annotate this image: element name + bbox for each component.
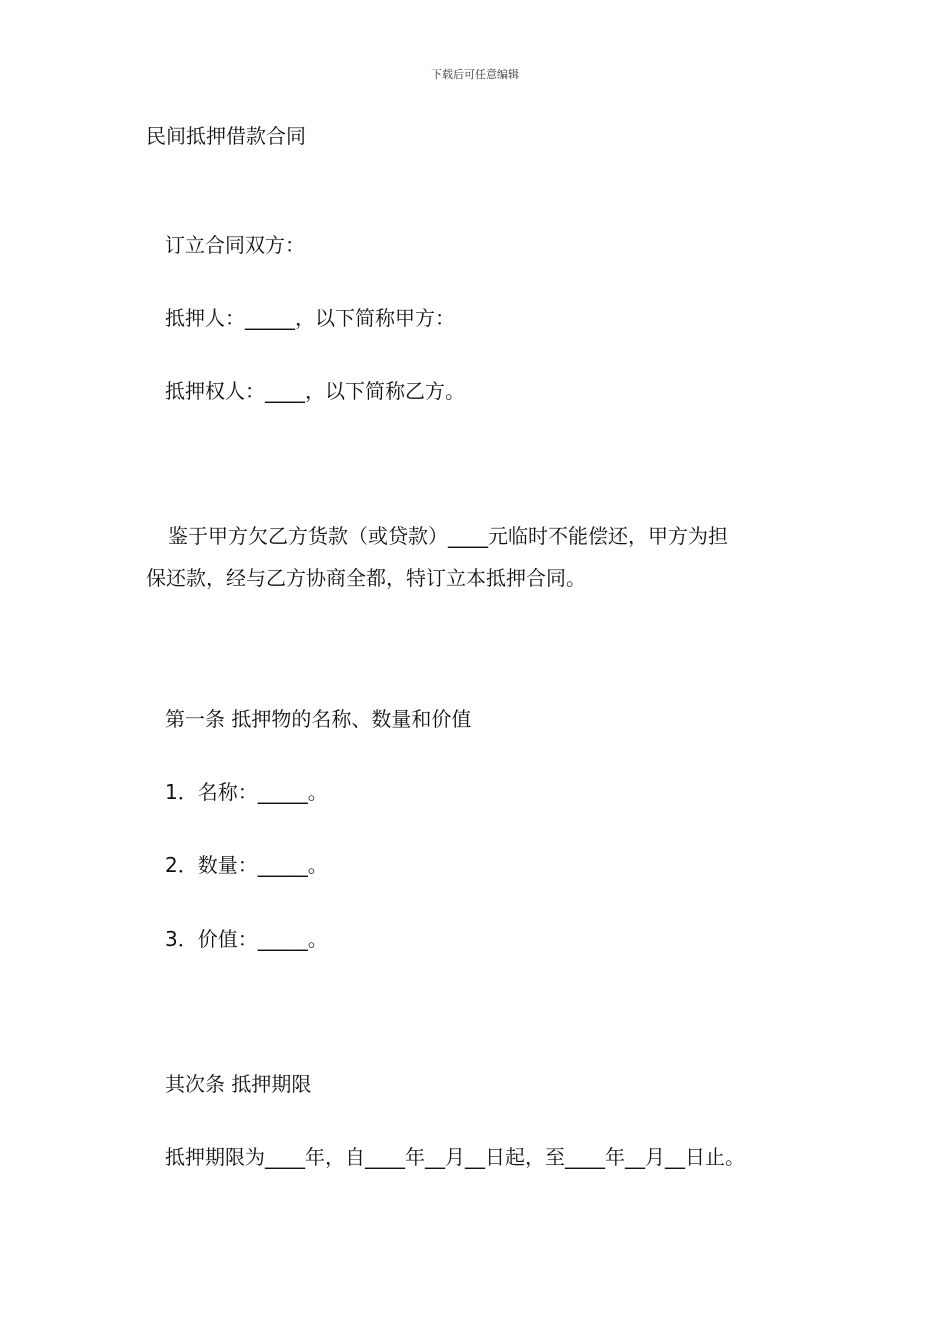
article-1-heading: 第一条 抵押物的名称、数量和价值: [165, 707, 472, 731]
preamble-line-2: 保还款，经与乙方协商全都，特订立本抵押合同。: [146, 566, 586, 590]
pledgee-line: 抵押权人：____，以下简称乙方。: [165, 379, 465, 403]
article-2-heading: 其次条 抵押期限: [165, 1072, 312, 1096]
article-1-item-name: 1．名称：_____。: [165, 780, 328, 804]
header-note: 下载后可任意编辑: [431, 68, 519, 81]
article-1-item-value: 3．价值：_____。: [165, 927, 328, 951]
parties-heading: 订立合同双方：: [165, 233, 305, 257]
article-1-item-quantity: 2．数量：_____。: [165, 853, 328, 877]
pledgor-line: 抵押人：_____，以下简称甲方：: [165, 306, 455, 330]
article-2-body: 抵押期限为____年，自____年__月__日起，至____年__月__日止。: [165, 1145, 745, 1169]
preamble-line-1: 鉴于甲方欠乙方货款（或贷款）____元临时不能偿还，甲方为担: [168, 524, 728, 548]
document-title: 民间抵押借款合同: [146, 124, 306, 148]
